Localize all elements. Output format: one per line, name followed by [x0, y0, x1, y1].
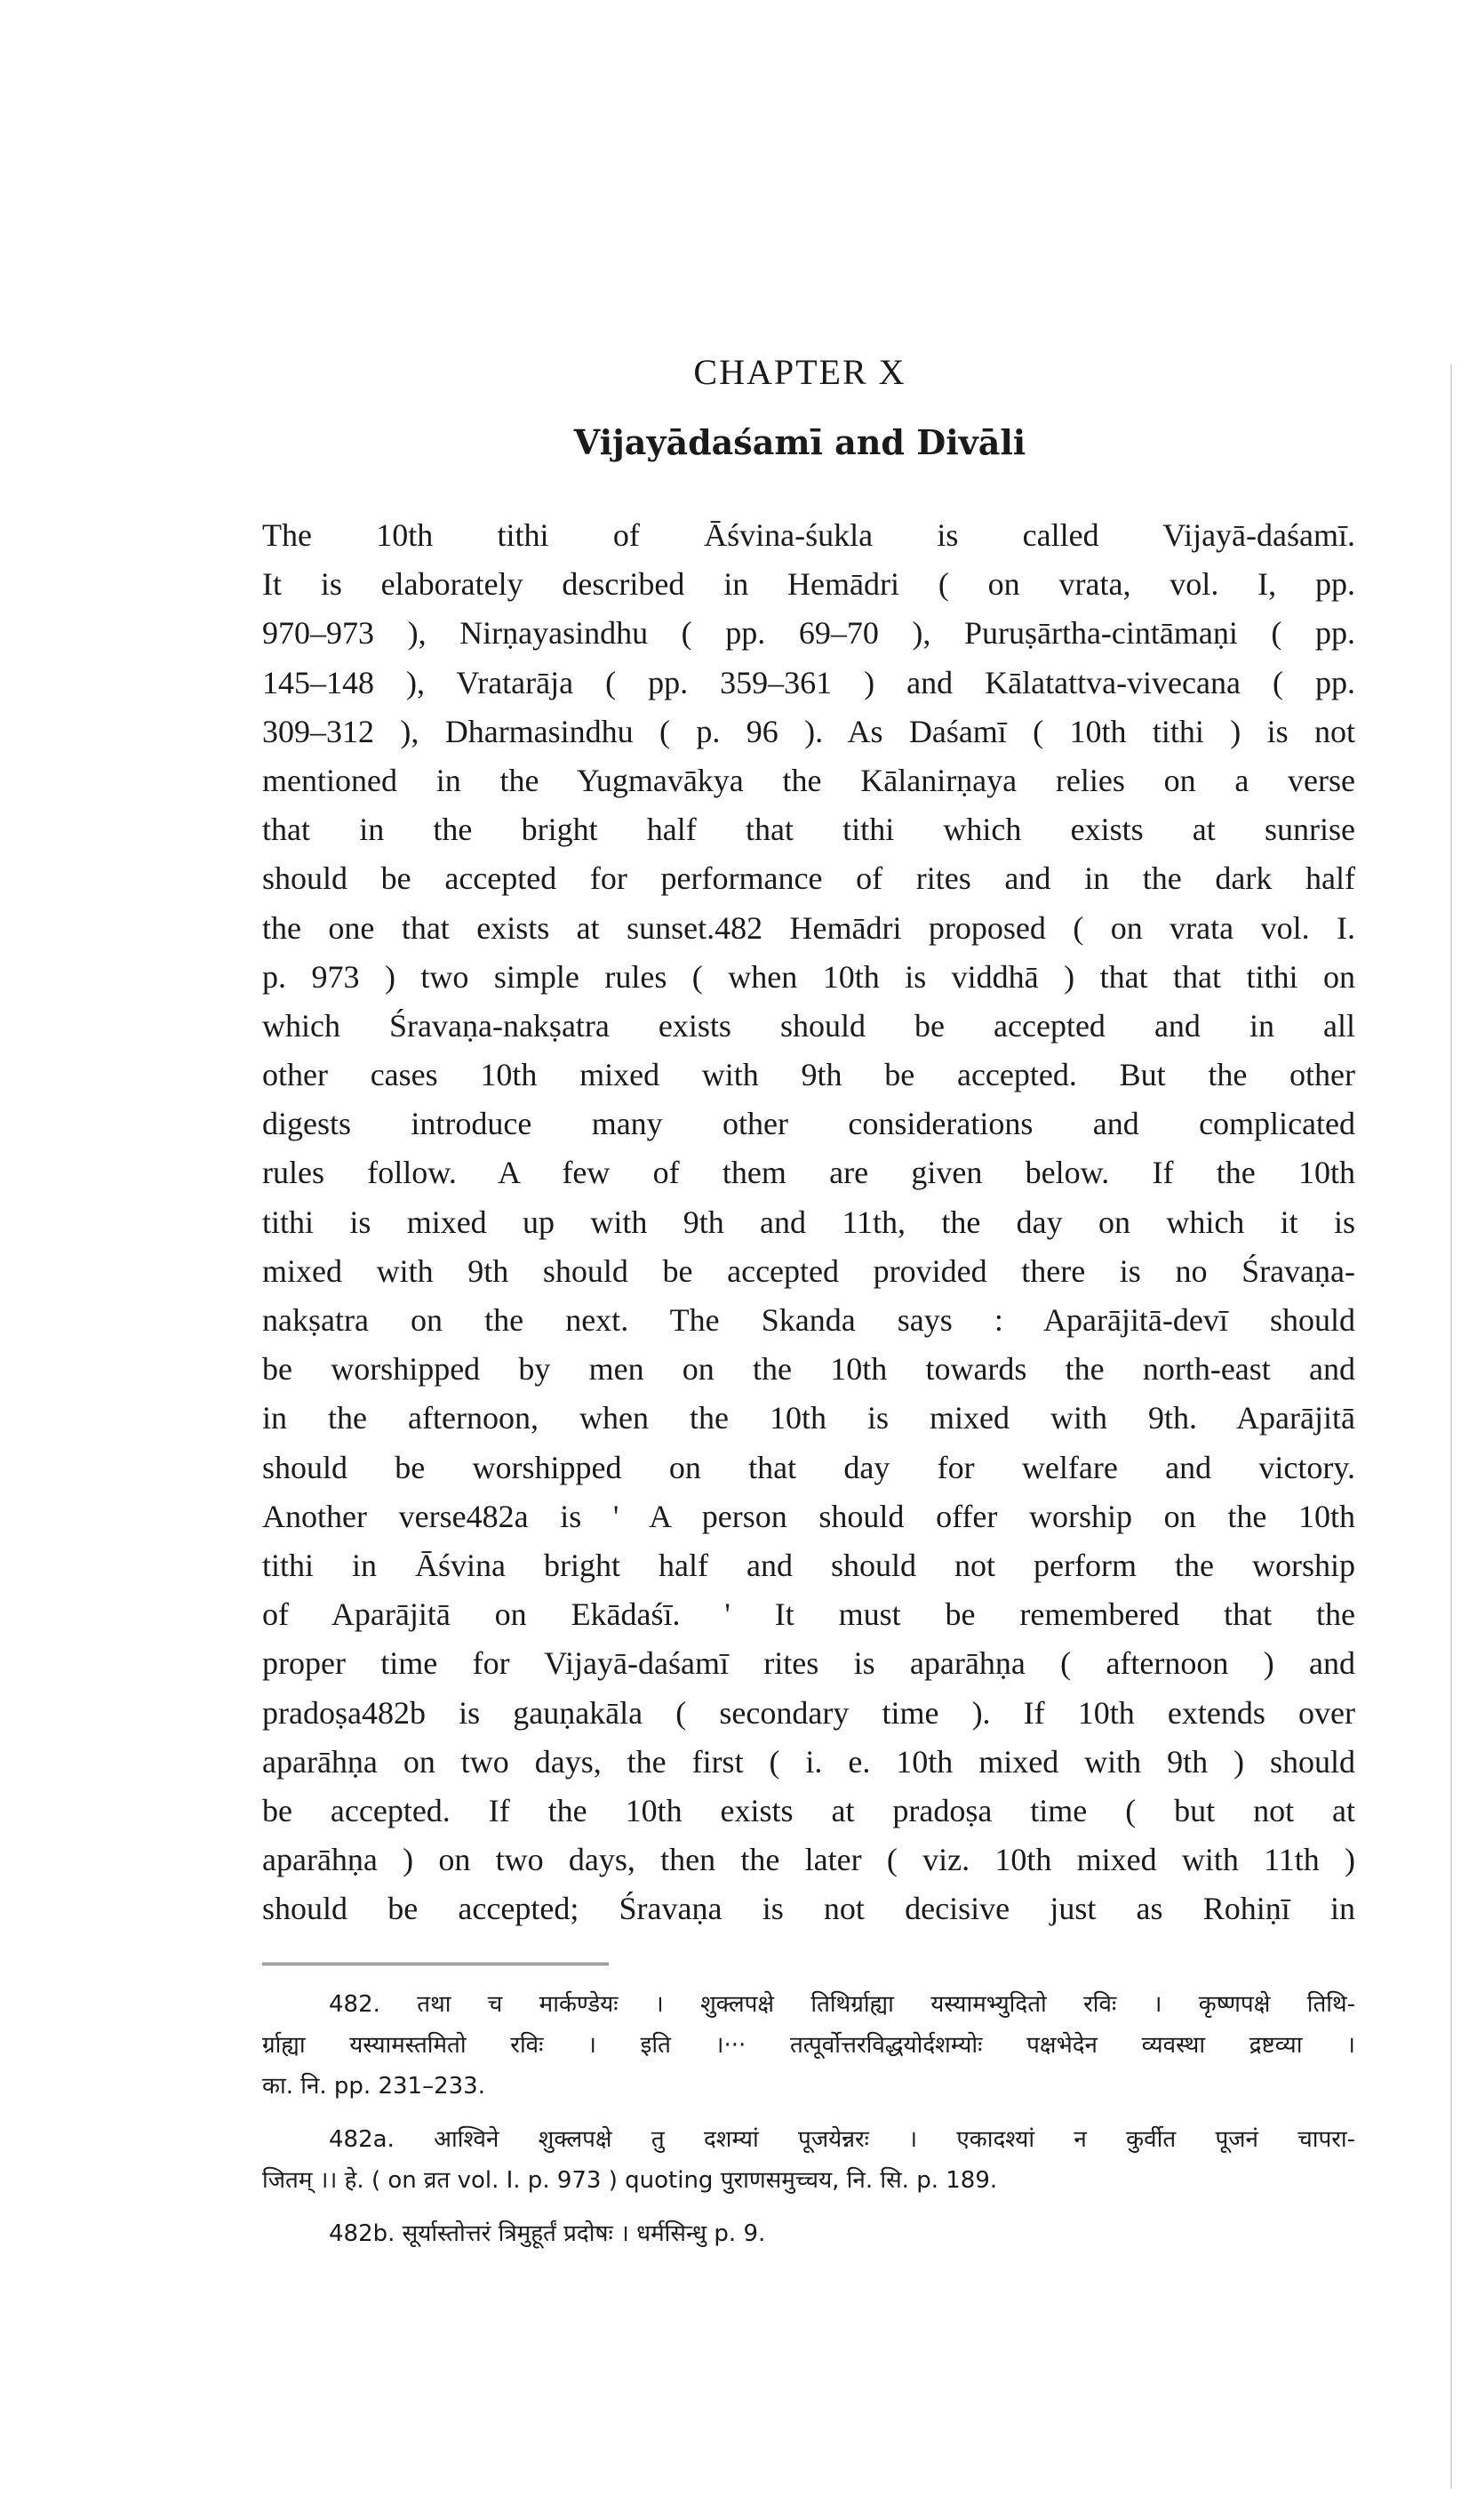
body-line: should be accepted for performance of rites and in the dark half — [262, 860, 1355, 897]
footnote-line: का. नि. pp. 231–233. — [262, 2073, 485, 2100]
body-line: 309–312 ), Dharmasindhu ( p. 96 ). As Daśamī ( 10th tithi ) is not — [262, 713, 1355, 749]
body-line: the one that exists at sunset.482 Hemādri proposed ( on vrata vol. I. — [262, 909, 1355, 946]
body-line: 970–973 ), Nirṇayasindhu ( pp. 69–70 ), Puruṣārtha-cintāmaṇi ( pp. — [262, 615, 1355, 652]
body-line: be worshipped by men on the 10th towards the north-east and — [262, 1351, 1355, 1388]
body-line: nakṣatra on the next. The Skanda says : Aparājitā-devī should — [262, 1302, 1355, 1338]
body-line: mixed with 9th should be accepted provided there is no Śravaṇa- — [262, 1252, 1355, 1289]
body-line: which Śravaṇa-nakṣatra exists should be accepted and in all — [262, 1007, 1355, 1044]
body-text — [262, 511, 1355, 1933]
chapter-title: Vijayādaśamī and Divāli — [573, 422, 1026, 462]
body-line: It is elaborately described in Hemādri ( on vrata, vol. I, pp. — [262, 566, 1355, 603]
chapter-heading: CHAPTER X — [693, 352, 906, 392]
body-line: aparāhṇa ) on two days, then the later ( viz. 10th mixed with 11th ) — [262, 1842, 1355, 1878]
body-line: digests introduce many other considerations and complicated — [262, 1106, 1355, 1142]
footnote-line: र्ग्राह्या यस्यामस्तमितो रविः । इति ।··· तत्पूर्वोत्तरविद्धयोर्दशम्योः पक्षभेदेन व्यवस्था द्रष्टव्या । — [262, 2032, 1355, 2059]
body-line: rules follow. A few of them are given below. If the 10th — [262, 1155, 1355, 1191]
body-line: of Aparājitā on Ekādaśī. ' It must be remembered that the — [262, 1596, 1355, 1633]
body-line: proper time for Vijayā-daśamī rites is aparāhṇa ( afternoon ) and — [262, 1645, 1355, 1682]
body-line: should be accepted; Śravaṇa is not decisive just as Rohiṇī in — [262, 1891, 1355, 1927]
body-line: tithi is mixed up with 9th and 11th, the day on which it is — [262, 1204, 1355, 1240]
body-line: p. 973 ) two simple rules ( when 10th is viddhā ) that that tithi on — [262, 958, 1355, 995]
body-line: be accepted. If the 10th exists at pradoṣa time ( but not at — [262, 1792, 1355, 1828]
footnote-line: 482b. सूर्यास्तोत्तरं त्रिमुहूर्तं प्रदोषः । धर्मसिन्धु p. 9. — [329, 2220, 766, 2247]
body-line: pradoṣa482b is gauṇakāla ( secondary time ). If 10th extends over — [262, 1694, 1355, 1731]
body-line: other cases 10th mixed with 9th be accepted. But the other — [262, 1057, 1355, 1093]
footnote-line: 482a. आश्विने शुक्लपक्षे तु दशम्यां पूजयेन्नरः । एकादश्यां न कुर्वीत पूजनं चापरा- — [329, 2126, 1355, 2153]
body-line: should be worshipped on that day for welfare and victory. — [262, 1449, 1355, 1485]
footnote-line: जितम् ।। हे. ( on व्रत vol. I. p. 973 ) quoting पुराणसमुच्चय, नि. सि. p. 189. — [262, 2167, 998, 2194]
footnote-line: 482. तथा च मार्कण्डेयः । शुक्लपक्षे तिथिर्ग्राह्या यस्यामभ्युदितो रविः । कृष्णपक्षे तिथि- — [329, 1991, 1355, 2018]
body-line: that in the bright half that tithi which exists at sunrise — [262, 812, 1355, 848]
body-line: in the afternoon, when the 10th is mixed with 9th. Aparājitā — [262, 1400, 1355, 1436]
page-edge-line — [1450, 364, 1452, 2489]
body-line: mentioned in the Yugmavākya the Kālanirṇaya relies on a verse — [262, 762, 1355, 798]
body-line: aparāhṇa on two days, the first ( i. e. 10th mixed with 9th ) should — [262, 1743, 1355, 1780]
body-line: Another verse482a is ' A person should offer worship on the 10th — [262, 1498, 1355, 1534]
body-line: The 10th tithi of Āśvina-śukla is called Vijayā-daśamī. — [262, 517, 1355, 553]
body-line: tithi in Āśvina bright half and should not perform the worship — [262, 1547, 1355, 1583]
footnote-separator — [262, 1963, 609, 1972]
footnotes — [262, 1984, 1355, 2254]
body-line: 145–148 ), Vratarāja ( pp. 359–361 ) and Kālatattva-vivecana ( pp. — [262, 664, 1355, 700]
